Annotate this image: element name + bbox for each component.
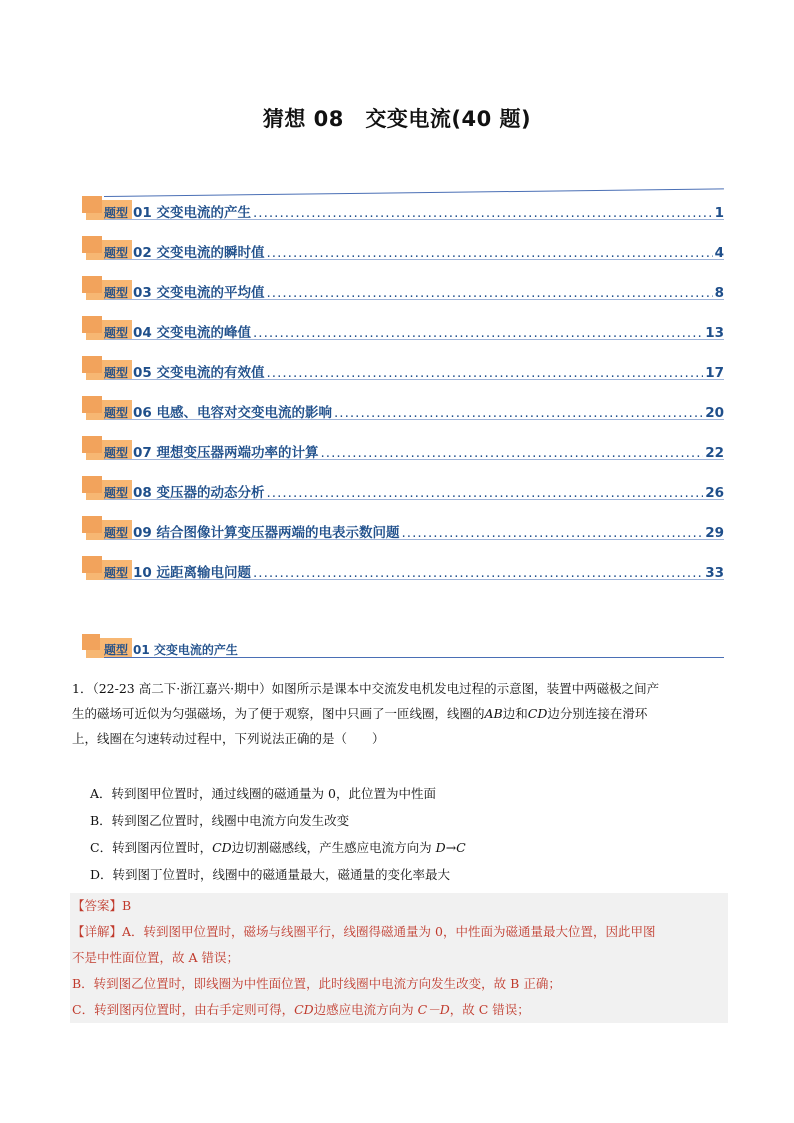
section-marker-corner [82, 634, 100, 650]
answer-line [72, 893, 726, 919]
toc-marker-corner [82, 276, 102, 293]
option-d: D．转到图丁位置时，线圈中的磁通量最大，磁通量的变化率最大 [90, 867, 451, 882]
toc-marker-corner [82, 556, 102, 573]
toc-leader [253, 325, 703, 341]
toc-marker-corner [82, 356, 102, 373]
toc-leader [253, 205, 713, 221]
section-heading [82, 634, 724, 662]
toc-leader [253, 565, 703, 581]
toc-text: 05 交变电流的有效值 [133, 365, 265, 381]
option-var: D→C [435, 840, 466, 855]
toc-leader [267, 485, 704, 501]
question-var: AB [484, 706, 503, 721]
detail-line [72, 997, 726, 1023]
option-var: CD [212, 840, 232, 855]
toc-leader [267, 365, 704, 381]
toc-marker-corner [82, 196, 102, 213]
question-line [72, 701, 724, 726]
detail-text: 边感应电流方向为 [313, 1002, 414, 1017]
toc-text: 09 结合图像计算变压器两端的电表示数问题 [133, 525, 400, 541]
toc-leader [267, 285, 713, 301]
toc-marker-corner [82, 396, 102, 413]
toc-page: 26 [705, 485, 724, 501]
toc-text: 04 交变电流的峰值 [133, 325, 252, 341]
toc-item[interactable] [82, 316, 724, 342]
toc-text: 07 理想变压器两端功率的计算 [133, 445, 319, 461]
toc-page: 22 [705, 445, 724, 461]
toc-label: 题型 [104, 406, 129, 420]
toc-text: 02 交变电流的瞬时值 [133, 245, 265, 261]
option-text: C．转到图丙位置时， [90, 840, 213, 855]
question-line: 1．（22-23 高二下·浙江嘉兴·期中）如图所示是课本中交流发电机发电过程的示意图，装置中两磁极之间产 [72, 681, 660, 696]
toc-text: 08 变压器的动态分析 [133, 485, 265, 501]
toc-label: 题型 [104, 246, 129, 260]
toc-page: 8 [714, 285, 724, 301]
toc-rule [104, 188, 724, 197]
toc-label: 题型 [104, 446, 129, 460]
detail-text: A．转到图甲位置时，磁场与线圈平行，线圈得磁通量为 0，中性面为磁通量最大位置，因此甲图 [122, 924, 656, 939]
answer-tag: 【答案】 [72, 898, 123, 913]
toc-page: 4 [714, 245, 724, 261]
answer-box [70, 893, 728, 1023]
option-c [90, 834, 466, 861]
toc-label: 题型 [104, 526, 129, 540]
toc-item[interactable] [82, 516, 724, 542]
section-text: 01 交变电流的产生 [133, 643, 238, 657]
toc-label: 题型 [104, 286, 129, 300]
page-title: 猜想 08 交变电流(40 题) [262, 107, 532, 131]
options-list [90, 780, 466, 888]
toc-item[interactable] [82, 276, 724, 302]
detail-tag: 【详解】 [72, 924, 123, 939]
toc-text: 06 电感、电容对交变电流的影响 [133, 405, 333, 421]
toc-item[interactable] [82, 556, 724, 582]
toc-page: 13 [705, 325, 724, 341]
toc-page: 17 [705, 365, 724, 381]
toc-item[interactable] [82, 196, 724, 222]
section-label: 题型 [104, 643, 129, 657]
toc-label: 题型 [104, 566, 129, 580]
question-var: CD [527, 706, 548, 721]
detail-var: CD [294, 1002, 314, 1017]
toc-label: 题型 [104, 486, 129, 500]
question-line: 上，线圈在匀速转动过程中，下列说法正确的是（ ） [72, 731, 385, 746]
toc-page: 1 [714, 205, 724, 221]
answer-value: B [122, 898, 132, 913]
toc-marker-corner [82, 476, 102, 493]
option-text: 边切割磁感线，产生感应电流方向为 [231, 840, 432, 855]
detail-line: 不是中性面位置，故 A 错误； [72, 950, 239, 965]
toc-text: 10 远距离输电问题 [133, 565, 252, 581]
toc-item[interactable] [82, 236, 724, 262]
toc-label: 题型 [104, 206, 129, 220]
toc-marker-corner [82, 436, 102, 453]
toc-page: 29 [705, 525, 724, 541]
detail-text: ，故 C 错误； [449, 1002, 530, 1017]
detail-text: C．转到图丙位置时，由右手定则可得， [72, 1002, 295, 1017]
question-text: 边分别连接在滑环 [547, 706, 648, 721]
toc-item[interactable] [82, 436, 724, 462]
toc-page: 20 [705, 405, 724, 421]
toc-label: 题型 [104, 326, 129, 340]
toc-text: 03 交变电流的平均值 [133, 285, 265, 301]
toc-item[interactable] [82, 476, 724, 502]
toc-leader [402, 525, 704, 541]
toc-text: 01 交变电流的产生 [133, 205, 252, 221]
toc-marker-corner [82, 236, 102, 253]
toc-label: 题型 [104, 366, 129, 380]
toc-leader [321, 445, 704, 461]
option-a: A．转到图甲位置时，通过线圈的磁通量为 0，此位置为中性面 [90, 786, 436, 801]
question-text: 生的磁场可近似为匀强磁场，为了便于观察，图中只画了一匝线圈，线圈的 [72, 706, 485, 721]
question-stem [72, 676, 724, 751]
toc-item[interactable] [82, 396, 724, 422]
toc-marker-corner [82, 316, 102, 333]
detail-line: B．转到图乙位置时，即线圈为中性面位置，此时线圈中电流方向发生改变，故 B 正确； [72, 976, 561, 991]
toc-page: 33 [705, 565, 724, 581]
option-b: B．转到图乙位置时，线圈中电流方向发生改变 [90, 813, 350, 828]
toc-item[interactable] [82, 356, 724, 382]
detail-line [72, 919, 726, 945]
toc-marker-corner [82, 516, 102, 533]
toc-leader [334, 405, 703, 421]
toc-leader [267, 245, 713, 261]
detail-var: C－D [417, 1002, 450, 1017]
question-text: 边和 [502, 706, 528, 721]
